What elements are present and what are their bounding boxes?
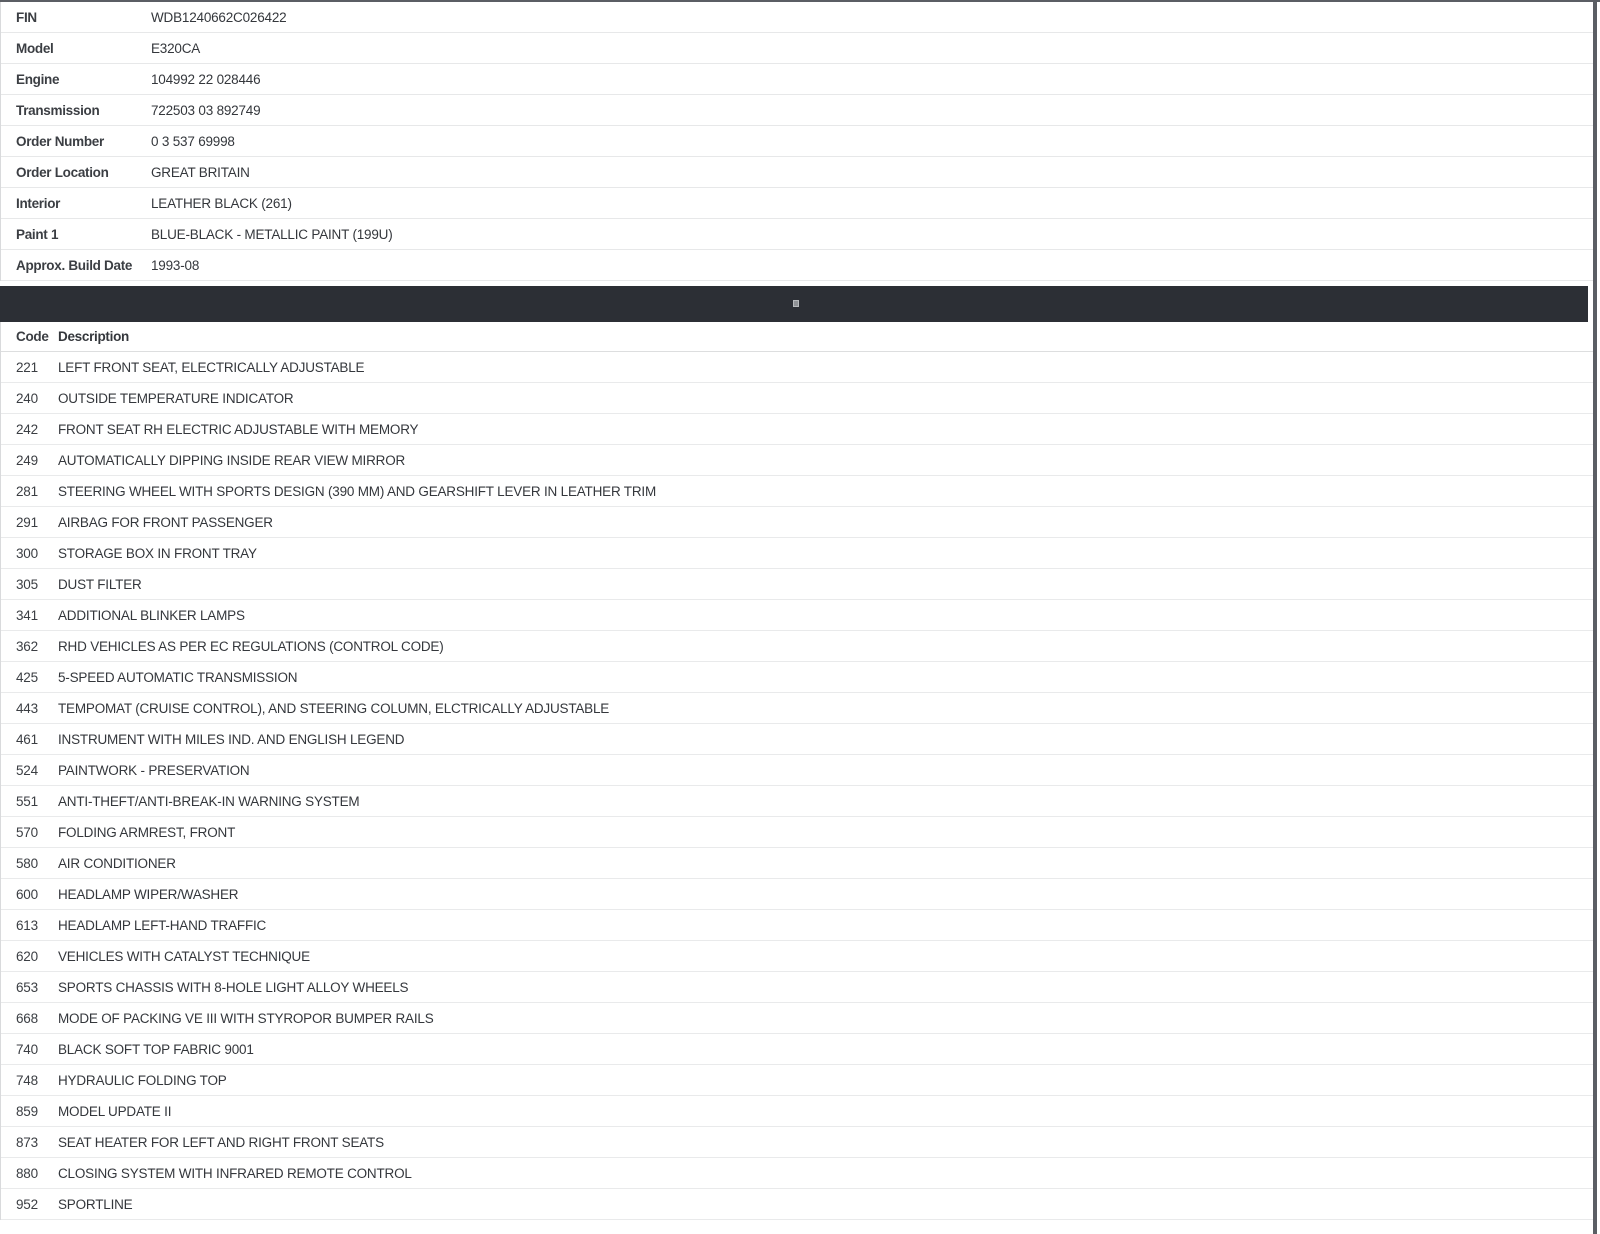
option-code: 653 bbox=[16, 979, 38, 995]
option-code: 305 bbox=[16, 576, 38, 592]
option-code: 880 bbox=[16, 1165, 38, 1181]
option-description: ADDITIONAL BLINKER LAMPS bbox=[58, 607, 245, 623]
option-code-row bbox=[1, 724, 1593, 755]
option-code-row bbox=[1, 755, 1593, 786]
option-code: 600 bbox=[16, 886, 38, 902]
option-code: 551 bbox=[16, 793, 38, 809]
vehicle-info-label: Interior bbox=[16, 195, 61, 211]
vehicle-info-label: Engine bbox=[16, 71, 60, 87]
description-column-header: Description bbox=[58, 329, 129, 344]
option-description: AIRBAG FOR FRONT PASSENGER bbox=[58, 514, 273, 530]
vehicle-info-row bbox=[1, 33, 1593, 64]
vehicle-info-row bbox=[1, 219, 1593, 250]
option-description: HYDRAULIC FOLDING TOP bbox=[58, 1072, 227, 1088]
option-description: AIR CONDITIONER bbox=[58, 855, 176, 871]
option-code: 873 bbox=[16, 1134, 38, 1150]
option-code: 291 bbox=[16, 514, 38, 530]
option-code-row bbox=[1, 941, 1593, 972]
option-code-row bbox=[1, 1189, 1593, 1220]
option-code-row bbox=[1, 1034, 1593, 1065]
option-description: RHD VEHICLES AS PER EC REGULATIONS (CONTROL CODE) bbox=[58, 638, 444, 654]
datacard-content bbox=[0, 2, 1593, 1220]
option-description: STEERING WHEEL WITH SPORTS DESIGN (390 MM) AND GEARSHIFT LEVER IN LEATHER TRIM bbox=[58, 483, 656, 499]
option-code-row bbox=[1, 352, 1593, 383]
vehicle-info-value: LEATHER BLACK (261) bbox=[151, 195, 292, 211]
vehicle-info-label: Order Number bbox=[16, 133, 104, 149]
option-code: 570 bbox=[16, 824, 38, 840]
vehicle-info-table bbox=[0, 2, 1593, 281]
option-code-row bbox=[1, 631, 1593, 662]
option-description: FRONT SEAT RH ELECTRIC ADJUSTABLE WITH MEMORY bbox=[58, 421, 419, 437]
option-code: 668 bbox=[16, 1010, 38, 1026]
option-code: 580 bbox=[16, 855, 38, 871]
vehicle-info-value: BLUE-BLACK - METALLIC PAINT (199U) bbox=[151, 226, 393, 242]
option-code-row bbox=[1, 507, 1593, 538]
option-code-row bbox=[1, 817, 1593, 848]
option-description: FOLDING ARMREST, FRONT bbox=[58, 824, 236, 840]
option-codes-table-header bbox=[1, 322, 1593, 352]
option-description: PAINTWORK - PRESERVATION bbox=[58, 762, 250, 778]
option-description: AUTOMATICALLY DIPPING INSIDE REAR VIEW MIRROR bbox=[58, 452, 406, 468]
vehicle-info-value: 1993-08 bbox=[151, 257, 200, 273]
option-code-row bbox=[1, 848, 1593, 879]
vehicle-info-row bbox=[1, 64, 1593, 95]
option-code-row bbox=[1, 1127, 1593, 1158]
option-description: OUTSIDE TEMPERATURE INDICATOR bbox=[58, 390, 294, 406]
option-description: 5-SPEED AUTOMATIC TRANSMISSION bbox=[58, 669, 298, 685]
option-code-row bbox=[1, 383, 1593, 414]
option-code-row bbox=[1, 569, 1593, 600]
option-code-row bbox=[1, 879, 1593, 910]
vehicle-info-label: Approx. Build Date bbox=[16, 257, 133, 273]
option-codes-table-body bbox=[1, 352, 1593, 1220]
option-description: SPORTLINE bbox=[58, 1196, 133, 1212]
option-description: ANTI-THEFT/ANTI-BREAK-IN WARNING SYSTEM bbox=[58, 793, 360, 809]
option-code: 221 bbox=[16, 359, 38, 375]
option-code: 240 bbox=[16, 390, 38, 406]
option-code-row bbox=[1, 445, 1593, 476]
option-code: 748 bbox=[16, 1072, 38, 1088]
option-description: SEAT HEATER FOR LEFT AND RIGHT FRONT SEATS bbox=[58, 1134, 384, 1150]
option-code: 300 bbox=[16, 545, 38, 561]
option-code-row bbox=[1, 693, 1593, 724]
vehicle-info-row bbox=[1, 2, 1593, 33]
vehicle-info-value: WDB1240662C026422 bbox=[151, 9, 287, 25]
vehicle-info-value: 104992 22 028446 bbox=[151, 71, 261, 87]
options-section-header-bar[interactable] bbox=[0, 286, 1588, 322]
option-description: DUST FILTER bbox=[58, 576, 142, 592]
option-description: MODEL UPDATE II bbox=[58, 1103, 172, 1119]
option-code-row bbox=[1, 414, 1593, 445]
vehicle-info-label: Paint 1 bbox=[16, 226, 59, 242]
vehicle-info-row bbox=[1, 188, 1593, 219]
option-description: SPORTS CHASSIS WITH 8-HOLE LIGHT ALLOY WHEELS bbox=[58, 979, 409, 995]
window-right-edge-border bbox=[1593, 2, 1597, 1234]
option-code: 281 bbox=[16, 483, 38, 499]
vehicle-info-label: Order Location bbox=[16, 164, 109, 180]
option-codes-table bbox=[0, 322, 1593, 1220]
option-description: HEADLAMP WIPER/WASHER bbox=[58, 886, 239, 902]
vehicle-info-label: Model bbox=[16, 40, 54, 56]
option-code: 952 bbox=[16, 1196, 38, 1212]
vehicle-info-label: Transmission bbox=[16, 102, 100, 118]
option-code: 461 bbox=[16, 731, 38, 747]
option-code: 341 bbox=[16, 607, 38, 623]
option-description: INSTRUMENT WITH MILES IND. AND ENGLISH LEGEND bbox=[58, 731, 405, 747]
option-code: 613 bbox=[16, 917, 38, 933]
option-description: VEHICLES WITH CATALYST TECHNIQUE bbox=[58, 948, 310, 964]
option-description: BLACK SOFT TOP FABRIC 9001 bbox=[58, 1041, 254, 1057]
option-code-row bbox=[1, 786, 1593, 817]
option-code-row bbox=[1, 538, 1593, 569]
option-code-row bbox=[1, 1096, 1593, 1127]
vehicle-info-row bbox=[1, 126, 1593, 157]
option-description: MODE OF PACKING VE III WITH STYROPOR BUMPER RAILS bbox=[58, 1010, 434, 1026]
option-code: 443 bbox=[16, 700, 38, 716]
option-code: 859 bbox=[16, 1103, 38, 1119]
vehicle-info-label: FIN bbox=[16, 9, 37, 25]
option-code-row bbox=[1, 476, 1593, 507]
option-code: 362 bbox=[16, 638, 38, 654]
broken-image-placeholder-icon bbox=[793, 300, 799, 307]
option-code-row bbox=[1, 1065, 1593, 1096]
option-code-row bbox=[1, 600, 1593, 631]
option-description: LEFT FRONT SEAT, ELECTRICALLY ADJUSTABLE bbox=[58, 359, 365, 375]
option-code: 740 bbox=[16, 1041, 38, 1057]
option-code-row bbox=[1, 972, 1593, 1003]
vehicle-info-value: GREAT BRITAIN bbox=[151, 164, 250, 180]
vehicle-info-row bbox=[1, 250, 1593, 281]
option-description: STORAGE BOX IN FRONT TRAY bbox=[58, 545, 257, 561]
option-description: HEADLAMP LEFT-HAND TRAFFIC bbox=[58, 917, 267, 933]
vehicle-info-row bbox=[1, 95, 1593, 126]
option-description: TEMPOMAT (CRUISE CONTROL), AND STEERING COLUMN, ELCTRICALLY ADJUSTABLE bbox=[58, 700, 610, 716]
option-code: 249 bbox=[16, 452, 38, 468]
vehicle-info-value: 722503 03 892749 bbox=[151, 102, 261, 118]
vehicle-info-value: 0 3 537 69998 bbox=[151, 133, 235, 149]
vehicle-info-value: E320CA bbox=[151, 40, 201, 56]
vehicle-info-row bbox=[1, 157, 1593, 188]
option-code-row bbox=[1, 1158, 1593, 1189]
code-column-header: Code bbox=[16, 329, 49, 344]
option-code-row bbox=[1, 910, 1593, 941]
option-code: 425 bbox=[16, 669, 38, 685]
option-code: 524 bbox=[16, 762, 38, 778]
option-code: 620 bbox=[16, 948, 38, 964]
option-code: 242 bbox=[16, 421, 38, 437]
option-description: CLOSING SYSTEM WITH INFRARED REMOTE CONTROL bbox=[58, 1165, 412, 1181]
option-code-row bbox=[1, 662, 1593, 693]
option-code-row bbox=[1, 1003, 1593, 1034]
